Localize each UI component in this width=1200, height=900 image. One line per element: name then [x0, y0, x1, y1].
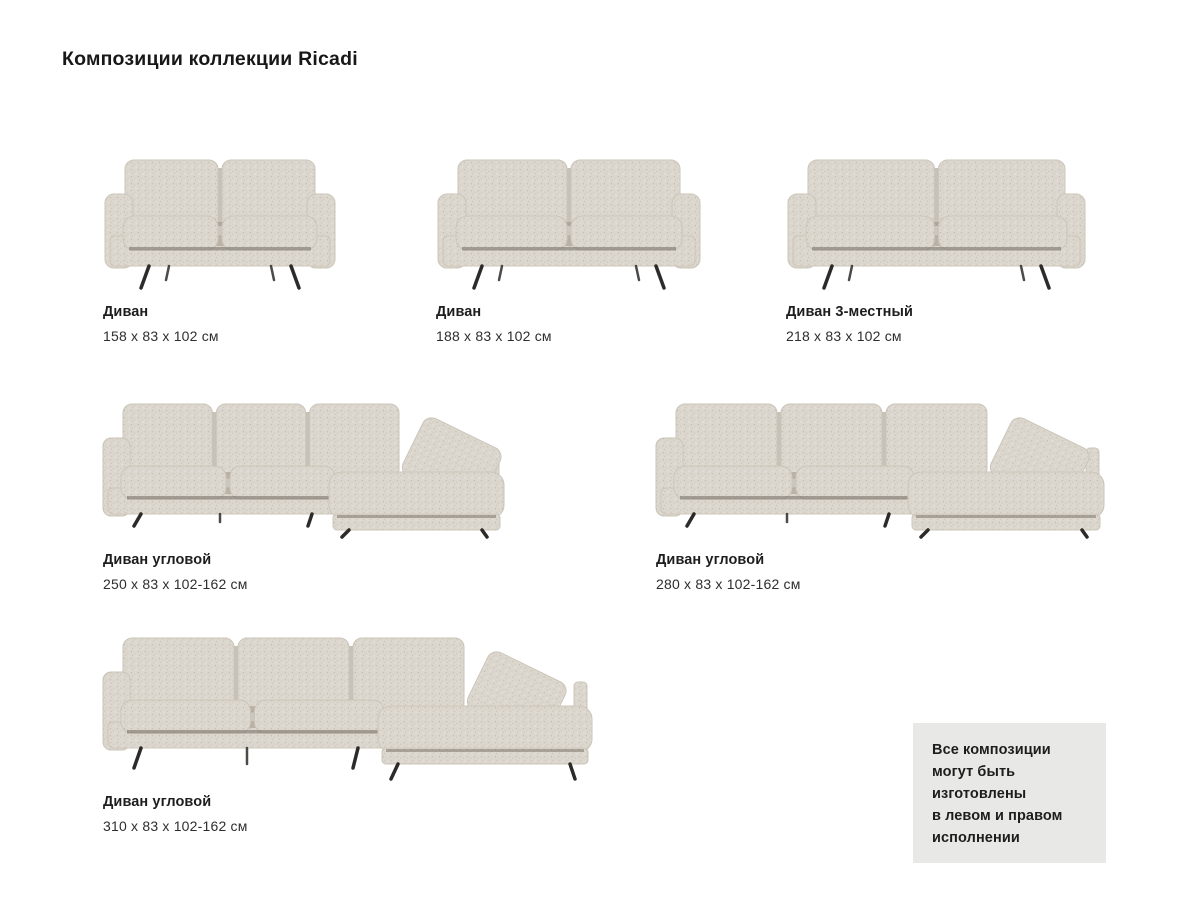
product-dimensions: 188 x 83 x 102 см [436, 328, 552, 345]
product-name: Диван угловой [103, 552, 212, 568]
product-card [428, 140, 710, 347]
product-dimensions: 310 x 83 x 102-162 см [103, 818, 248, 835]
sofa-illustration [428, 140, 710, 292]
sofa-illustration [95, 622, 600, 782]
sofa-image [648, 388, 1112, 540]
sofa-image [95, 388, 512, 540]
product-name: Диван [103, 304, 149, 320]
product-card [778, 140, 1095, 347]
page-title: Композиции коллекции Ricadi [62, 48, 358, 70]
product-name: Диван угловой [656, 552, 765, 568]
product-card [648, 388, 1112, 595]
sofa-illustration [778, 140, 1095, 292]
product-caption [428, 302, 710, 347]
product-caption [778, 302, 1095, 347]
product-card [95, 622, 600, 837]
product-caption [95, 302, 345, 347]
product-card [95, 140, 345, 347]
product-dimensions: 158 x 83 x 102 см [103, 328, 219, 345]
product-card [95, 388, 512, 595]
sofa-image [428, 140, 710, 292]
product-dimensions: 218 x 83 x 102 см [786, 328, 902, 345]
sofa-illustration [648, 388, 1112, 540]
product-dimensions: 250 x 83 x 102-162 см [103, 576, 248, 593]
sofa-illustration [95, 140, 345, 292]
note-text: Все композиции могут быть изготовлены в левом и правом исполнении [932, 742, 1063, 847]
sofa-image [95, 140, 345, 292]
sofa-image [95, 622, 600, 782]
product-name: Диван [436, 304, 482, 320]
product-caption [648, 550, 1112, 595]
note-box [913, 723, 1106, 863]
sofa-illustration [95, 388, 512, 540]
product-name: Диван 3-местный [786, 304, 914, 320]
sofa-image [778, 140, 1095, 292]
product-name: Диван угловой [103, 794, 212, 810]
product-dimensions: 280 x 83 x 102-162 см [656, 576, 801, 593]
product-caption [95, 550, 512, 595]
product-caption [95, 792, 600, 837]
